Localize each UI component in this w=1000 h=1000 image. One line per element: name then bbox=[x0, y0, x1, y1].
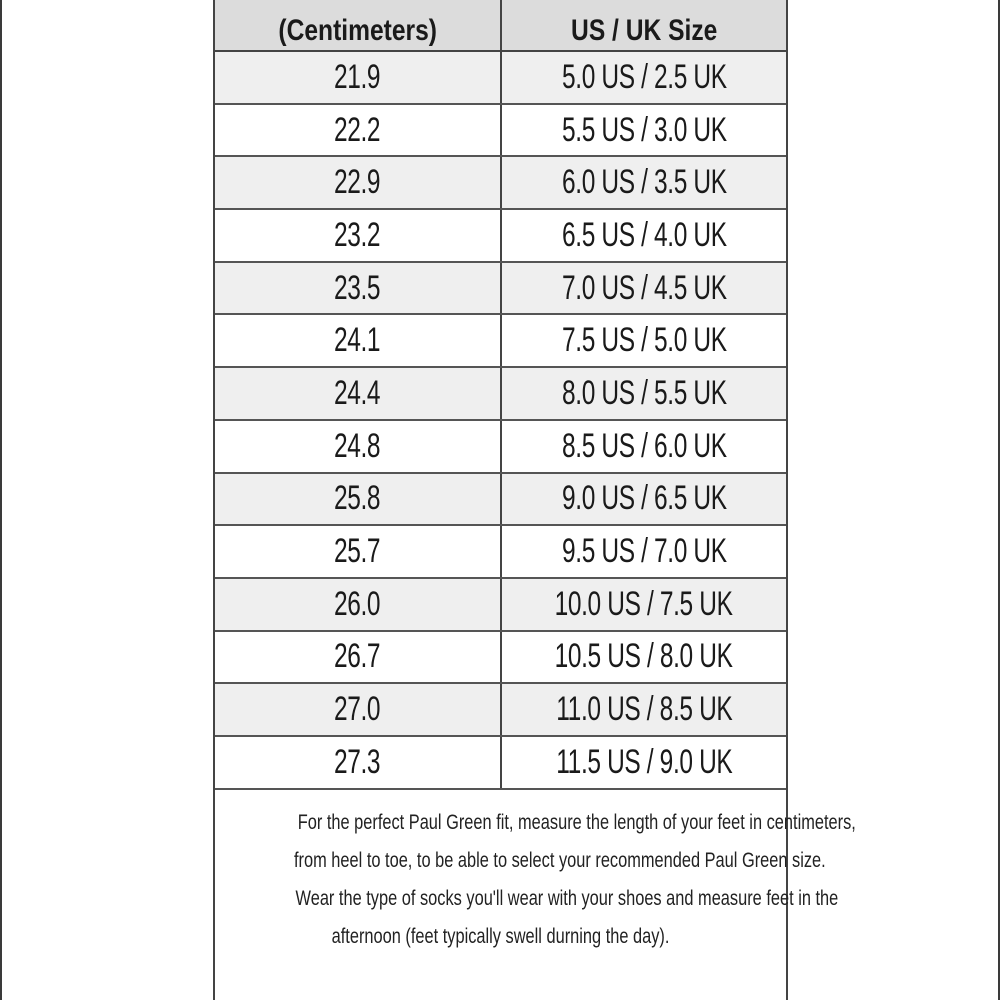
sizing-note bbox=[215, 790, 856, 956]
cell-centimeters bbox=[215, 737, 502, 788]
cell-us-uk-size-value: 8.5 US / 6.0 UK bbox=[561, 426, 727, 465]
cell-centimeters bbox=[215, 315, 502, 366]
cell-centimeters bbox=[215, 421, 502, 472]
cell-centimeters bbox=[215, 263, 502, 314]
cell-centimeters bbox=[215, 579, 502, 630]
cell-centimeters-value: 26.0 bbox=[334, 584, 381, 623]
cell-us-uk-size bbox=[502, 526, 786, 577]
cell-us-uk-size bbox=[502, 368, 786, 419]
cell-centimeters-value: 22.9 bbox=[334, 163, 381, 202]
note-line bbox=[219, 842, 826, 880]
cell-us-uk-size bbox=[502, 105, 786, 156]
table-row bbox=[215, 526, 786, 579]
cell-centimeters bbox=[215, 157, 502, 208]
table-row bbox=[215, 105, 786, 158]
cell-us-uk-size-value: 9.5 US / 7.0 UK bbox=[561, 532, 727, 571]
table-row bbox=[215, 263, 786, 316]
cell-us-uk-size-value: 10.5 US / 8.0 UK bbox=[555, 637, 733, 676]
cell-centimeters-value: 27.0 bbox=[334, 690, 381, 729]
cell-us-uk-size-value: 8.0 US / 5.5 UK bbox=[561, 373, 727, 412]
note-line-text: afternoon (feet typically swell durning the day). bbox=[331, 924, 670, 948]
table-body bbox=[215, 52, 786, 790]
cell-centimeters bbox=[215, 526, 502, 577]
cell-centimeters-value: 22.2 bbox=[334, 110, 381, 149]
cell-us-uk-size bbox=[502, 52, 786, 103]
table-row bbox=[215, 52, 786, 105]
cell-centimeters-value: 24.8 bbox=[334, 426, 381, 465]
note-line bbox=[219, 880, 839, 918]
cell-centimeters-value: 21.9 bbox=[334, 57, 381, 96]
cell-centimeters bbox=[215, 368, 502, 419]
cell-centimeters bbox=[215, 105, 502, 156]
cell-us-uk-size-value: 5.5 US / 3.0 UK bbox=[561, 110, 727, 149]
cell-us-uk-size bbox=[502, 157, 786, 208]
cell-us-uk-size bbox=[502, 737, 786, 788]
cell-us-uk-size-value: 5.0 US / 2.5 UK bbox=[561, 57, 727, 96]
header-us-uk-size bbox=[502, 0, 786, 50]
cell-us-uk-size bbox=[502, 579, 786, 630]
table-row bbox=[215, 157, 786, 210]
cell-us-uk-size-value: 10.0 US / 7.5 UK bbox=[555, 584, 733, 623]
cell-centimeters-value: 23.5 bbox=[334, 268, 381, 307]
cell-us-uk-size-value: 6.5 US / 4.0 UK bbox=[561, 215, 727, 254]
cell-us-uk-size-value: 9.0 US / 6.5 UK bbox=[561, 479, 727, 518]
note-line-text: For the perfect Paul Green fit, measure the length of your feet in centimeters, bbox=[297, 810, 856, 834]
cell-centimeters bbox=[215, 210, 502, 261]
table-row bbox=[215, 421, 786, 474]
cell-us-uk-size bbox=[502, 210, 786, 261]
cell-us-uk-size bbox=[502, 684, 786, 735]
cell-centimeters-value: 27.3 bbox=[334, 742, 381, 781]
table-row bbox=[215, 474, 786, 527]
note-line bbox=[219, 918, 782, 956]
cell-centimeters-value: 25.7 bbox=[334, 532, 381, 571]
cell-centimeters-value: 23.2 bbox=[334, 215, 381, 254]
cell-us-uk-size bbox=[502, 263, 786, 314]
table-row bbox=[215, 684, 786, 737]
cell-us-uk-size bbox=[502, 474, 786, 525]
cell-us-uk-size-value: 11.0 US / 8.5 UK bbox=[555, 690, 733, 729]
size-chart bbox=[213, 0, 856, 1000]
header-centimeters-label: (Centimeters) bbox=[278, 14, 437, 47]
note-line-text: from heel to toe, to be able to select your recommended Paul Green size. bbox=[293, 848, 826, 872]
cell-us-uk-size-value: 7.0 US / 4.5 UK bbox=[561, 268, 727, 307]
cell-us-uk-size-value: 11.5 US / 9.0 UK bbox=[555, 742, 733, 781]
header-centimeters bbox=[215, 0, 502, 50]
cell-us-uk-size bbox=[502, 421, 786, 472]
cell-centimeters bbox=[215, 474, 502, 525]
cell-centimeters bbox=[215, 684, 502, 735]
cell-us-uk-size-value: 6.0 US / 3.5 UK bbox=[561, 163, 727, 202]
cell-us-uk-size-value: 7.5 US / 5.0 UK bbox=[561, 321, 727, 360]
table-row bbox=[215, 579, 786, 632]
cell-centimeters-value: 25.8 bbox=[334, 479, 381, 518]
table-row bbox=[215, 632, 786, 685]
table-header bbox=[215, 0, 786, 52]
cell-centimeters-value: 24.1 bbox=[334, 321, 381, 360]
cell-us-uk-size bbox=[502, 315, 786, 366]
table-row bbox=[215, 737, 786, 790]
cell-us-uk-size bbox=[502, 632, 786, 683]
cell-centimeters bbox=[215, 52, 502, 103]
left-edge-border bbox=[0, 0, 2, 1000]
table-row bbox=[215, 210, 786, 263]
note-line-text: Wear the type of socks you'll wear with your shoes and measure feet in the bbox=[295, 886, 839, 910]
cell-centimeters-value: 26.7 bbox=[334, 637, 381, 676]
table-row bbox=[215, 315, 786, 368]
cell-centimeters-value: 24.4 bbox=[334, 373, 381, 412]
header-us-uk-size-label: US / UK Size bbox=[570, 14, 718, 47]
cell-centimeters bbox=[215, 632, 502, 683]
note-line bbox=[219, 804, 856, 842]
table-row bbox=[215, 368, 786, 421]
